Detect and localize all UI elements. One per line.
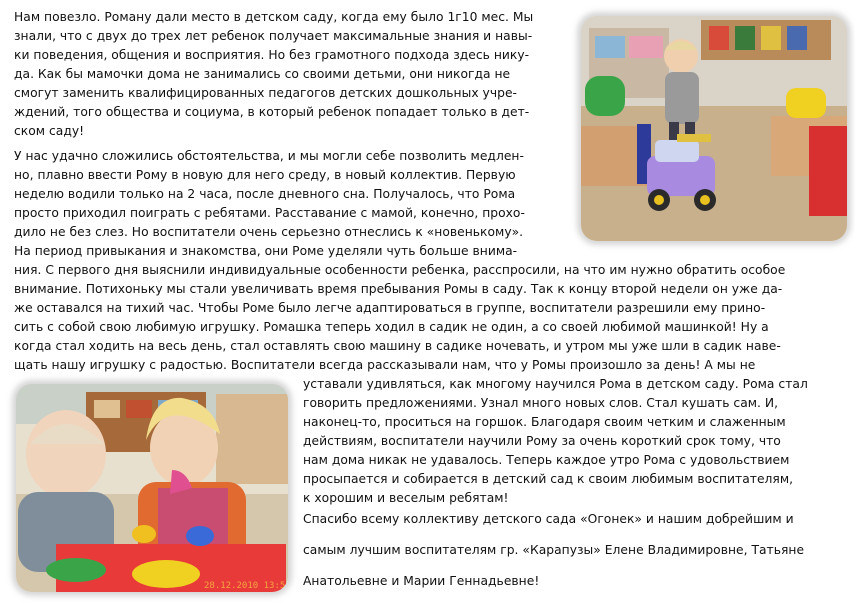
text-line: смогут заменить квалифицированных педагогов детских дошкольных учре- [14,86,517,100]
text-line: ки поведения, общения и восприятия. Но без грамотного подхода здесь нику- [14,48,530,62]
text-line: когда стал ходить на весь день, стал оставлять свою машину в садике ночевать, и утром мы уже шли в садик наве- [14,339,781,353]
text-line: Нам повезло. Роману дали место в детском саду, когда ему было 1г10 мес. Мы [14,10,534,24]
text-line: Спасибо всему коллективу детского сада «Огонек» и нашим добрейшим и [303,512,794,526]
text-line: наконец-то, проситься на горшок. Благодаря своим четким и слаженным [303,415,786,429]
photo-boy-with-toy-car [581,16,847,241]
text-line: просто приходил поиграть с ребятами. Расставание с мамой, конечно, прохо- [14,206,525,220]
text-line: к хорошим и веселым ребятам! [303,491,509,505]
text-line: ждений, того общества и социума, в который ребенок попадает только в дет- [14,105,530,119]
text-line: дило не без слез. Но воспитатели очень серьезно отнеслись к «новенькому». [14,225,524,239]
text-line: внимание. Потихоньку мы стали увеличивать время пребывания Ромы в саду. Так к концу второй недели он уже да- [14,282,783,296]
text-line: же оставался на тихий час. Чтобы Роме было легче адаптироваться в группе, воспитатели разрешили ему прино- [14,301,766,315]
text-line: На период привыкания и знакомства, они Роме уделяли чуть больше внима- [14,244,518,258]
photo-children-playing-illustration [16,384,288,592]
text-line: но, плавно ввести Рому в новую для него среду, в новый коллектив. Первую [14,168,516,182]
text-line: сить с собой свою любимую игрушку. Ромашка теперь ходил в садик не один, а со своей любимой машинкой! Ну а [14,320,769,334]
text-line: ния. С первого дня выяснили индивидуальные особенности ребенка, расспросили, на что им нужно обратить особое [14,263,786,277]
text-line: действиям, воспитатели научили Рому за очень короткий срок тому, что [303,434,781,448]
text-line: У нас удачно сложились обстоятельства, и мы могли себе позволить медлен- [14,149,524,163]
photo-date-stamp: 28.12.2010 13:5 [204,581,286,591]
text-line: Анатольевне и Марии Геннадьевне! [303,574,540,588]
text-line: уставали удивляться, как многому научился Рома в детском саду. Рома стал [303,377,808,391]
photo-boy-with-toy-car-illustration [581,16,847,241]
photo-children-playing [16,384,288,592]
text-line: говорить предложениями. Узнал много новых слов. Стал кушать сам. И, [303,396,779,410]
text-line: просыпается и собирается в детский сад к своим любимым воспитателям, [303,472,794,486]
text-line: да. Как бы мамочки дома не занимались со своими детьми, они никогда не [14,67,511,81]
text-line: щать нашу игрушку с радостью. Воспитатели всегда рассказывали нам, что у Ромы произошло за день! А мы не [14,358,756,372]
text-line: неделю водили только на 2 часа, после дневного сна. Получалось, что Рома [14,187,516,201]
text-line: самым лучшим воспитателям гр. «Карапузы» Елене Владимировне, Татьяне [303,543,805,557]
text-line: знали, что с двух до трех лет ребенок получает максимальные знания и навы- [14,29,533,43]
text-line: нам дома никак не удавалось. Теперь каждое утро Рома с удовольствием [303,453,790,467]
text-line: ском саду! [14,124,85,138]
